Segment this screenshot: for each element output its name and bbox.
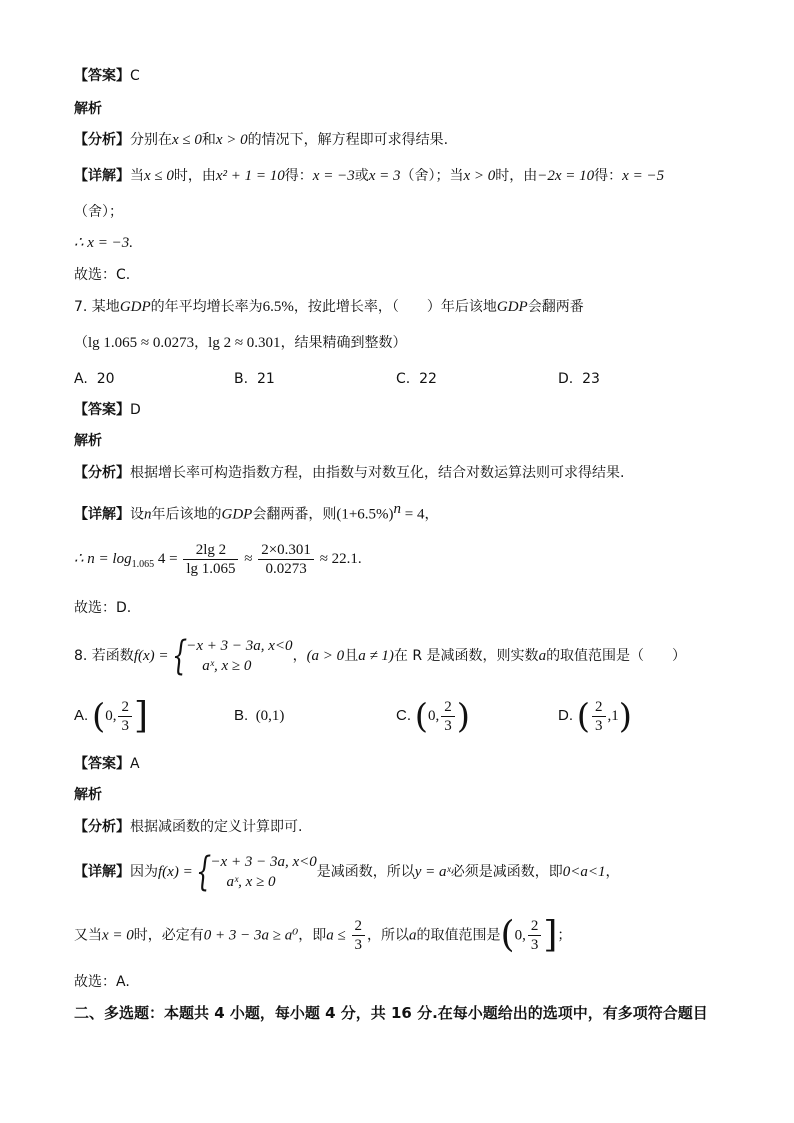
fraction: [528, 917, 542, 954]
text: 设: [130, 506, 144, 523]
option-label: D.: [558, 706, 573, 724]
fraction: [258, 541, 314, 578]
text: 时，由: [173, 168, 216, 184]
q6-analysis-heading: [74, 99, 102, 119]
section-heading: 二、多选题：本题共 4 小题，每小题 4 分，共 16 分.在每小题给出的选项中，有多项符合题目: [74, 1004, 708, 1022]
piece: aˣ, x ≥ 0: [202, 658, 252, 674]
denominator: 0.0273: [265, 561, 307, 577]
text: ，: [194, 335, 209, 351]
piece: −x + 3 − 3a, x<0: [186, 638, 293, 654]
q8-option-b[interactable]: [234, 706, 284, 726]
q7-detail-line: [74, 499, 439, 525]
q8-option-c[interactable]: [396, 698, 470, 735]
text: ，结果精确到整数）: [280, 335, 407, 351]
q7-hint: [74, 333, 407, 353]
text: 或: [354, 168, 369, 184]
q7-option-d[interactable]: [558, 369, 600, 389]
text: ，: [424, 506, 439, 523]
math: lg 1.065 ≈ 0.0273: [88, 335, 195, 351]
text: ，所以: [367, 927, 410, 944]
text: 会翻两番: [527, 299, 584, 315]
text: 又当: [74, 927, 102, 944]
math: x > 0: [215, 132, 248, 148]
q8-choice: 故选：A.: [74, 974, 130, 990]
math: .: [357, 550, 362, 567]
math: n: [393, 501, 402, 517]
denominator: 3: [444, 718, 452, 734]
text: 年后该地的: [151, 506, 222, 523]
text: （舍）；当: [400, 168, 464, 184]
analysis-tag: 解析: [74, 787, 102, 803]
math: (: [500, 914, 515, 956]
math: 4 =: [154, 550, 182, 567]
math: GDP: [221, 506, 253, 523]
q7-option-c[interactable]: [396, 369, 437, 389]
denominator: 3: [121, 718, 129, 734]
math: GDP: [119, 299, 151, 315]
text: 且: [344, 648, 359, 664]
q6-answer-line: [74, 66, 140, 86]
option-label: C.: [396, 371, 411, 387]
text: 8. 若函数: [74, 648, 134, 664]
text: 根据增长率可构造指数方程，由指数与对数互化，结合对数运算法则可求得结果.: [130, 465, 625, 481]
option-label: B.: [234, 371, 249, 387]
q7-option-a[interactable]: [74, 369, 115, 389]
math: 0<a<1: [562, 864, 606, 880]
text: 7. 某地: [74, 299, 120, 315]
math: x = 0: [102, 927, 134, 944]
denominator: 3: [595, 718, 603, 734]
math: ]: [543, 914, 558, 956]
answer-tag: 【答案】: [74, 402, 130, 418]
text: 分别在: [130, 132, 172, 148]
numerator: 2×0.301: [258, 541, 314, 560]
option-value: 22: [419, 371, 437, 387]
text: 因为: [130, 864, 158, 880]
math: = 4: [401, 506, 425, 523]
math: (: [576, 696, 591, 737]
option-label: C.: [396, 706, 411, 724]
text: 的取值范围是: [416, 927, 501, 944]
math: x ≤ 0: [144, 168, 174, 184]
math: f(x) =: [158, 864, 197, 880]
brace-icon: {: [196, 849, 212, 895]
math: a ≠ 1): [358, 648, 394, 664]
text: 得：: [284, 168, 313, 184]
text: ，即: [298, 927, 327, 944]
fraction: [118, 698, 132, 735]
math: ,1: [607, 707, 619, 724]
text: 在 R 是减函数，则实数: [393, 648, 539, 664]
q6-fenxi-line: [74, 130, 448, 150]
denominator: 3: [530, 937, 539, 953]
math: x > 0: [463, 168, 496, 184]
math: GDP: [496, 299, 528, 315]
q7-option-b[interactable]: [234, 369, 275, 389]
math: x = −3: [312, 168, 355, 184]
fraction: [592, 698, 606, 735]
analysis-tag: 解析: [74, 433, 102, 449]
q6-detail-line: [74, 166, 664, 186]
math: 0,: [428, 707, 440, 724]
q6-therefore: ∴ x = −3.: [74, 235, 133, 251]
text: 时，必定有: [133, 927, 204, 944]
option-value: 23: [582, 371, 600, 387]
detail-tag: 【详解】: [74, 506, 130, 523]
math: x = −5: [622, 168, 665, 184]
text: 的年平均增长率为: [150, 299, 263, 315]
option-label: A.: [74, 371, 88, 387]
q8-stem: [74, 633, 687, 679]
text: 和: [201, 132, 216, 148]
q8-detail-line: [74, 849, 620, 895]
math: (: [414, 696, 429, 737]
math: (1+6.5%): [336, 506, 394, 523]
text: 得：: [594, 168, 623, 184]
detail-tag: 【详解】: [74, 168, 130, 184]
detail-tag: 【详解】: [74, 864, 130, 880]
option-label: B.: [234, 707, 249, 724]
text: ，按此增长率，（ ）年后该地: [293, 299, 497, 315]
piecewise: [196, 849, 317, 895]
text: 的取值范围是（ ）: [546, 648, 687, 664]
q8-option-d[interactable]: [558, 698, 632, 735]
math: 0 + 3 − 3a ≥ a⁰: [203, 927, 299, 944]
text: 的情况下，解方程即可求得结果.: [247, 132, 449, 148]
option-label: A.: [74, 706, 89, 724]
math: a: [409, 927, 417, 944]
q8-answer-line: [74, 754, 140, 774]
math: ]: [133, 695, 148, 737]
q8-analysis-heading: [74, 785, 102, 805]
brace-icon: {: [172, 633, 188, 679]
option-value: 21: [256, 371, 275, 387]
math: ): [456, 696, 471, 737]
math: 0,: [514, 927, 526, 944]
answer-value: A: [130, 756, 140, 772]
fenxi-tag: 【分析】: [74, 132, 130, 148]
text: 当: [130, 168, 144, 184]
fraction: [183, 541, 238, 578]
fenxi-tag: 【分析】: [74, 819, 130, 835]
q8-option-a[interactable]: [74, 695, 148, 737]
analysis-tag: 解析: [74, 101, 102, 117]
numerator: 2: [118, 698, 132, 717]
piece: −x + 3 − 3a, x<0: [210, 854, 317, 870]
text: 时，由: [495, 168, 538, 184]
text: 根据减函数的定义计算即可.: [130, 819, 303, 835]
denominator: 3: [354, 937, 363, 953]
q7-fenxi-line: [74, 463, 624, 483]
text: ，: [605, 864, 620, 880]
math: n: [144, 506, 152, 523]
math: (: [91, 696, 106, 737]
q7-analysis-heading: [74, 431, 102, 451]
math: −2x = 10: [537, 168, 595, 184]
option-value: (0,1): [255, 708, 285, 724]
text: （舍）；: [74, 204, 123, 220]
text: 会翻两番，则: [252, 506, 337, 523]
math: f(x) =: [133, 648, 173, 664]
math: x ≤ 0: [172, 132, 202, 148]
math: 0,: [105, 707, 117, 724]
math: (a > 0: [306, 648, 345, 664]
text: 必须是减函数，即: [450, 864, 563, 880]
q7-choice: 故选：D.: [74, 600, 132, 616]
math: x = 3: [368, 168, 401, 184]
answer-value: C: [130, 68, 140, 84]
option-label: D.: [558, 371, 574, 387]
fraction: [352, 917, 366, 954]
answer-value: D: [130, 402, 141, 418]
q6-choice: 故选：C.: [74, 267, 131, 283]
q6-detail-line2: [74, 202, 123, 222]
numerator: 2: [352, 917, 366, 936]
math: ≈ 22.1: [315, 550, 358, 567]
math: 1.065: [131, 558, 155, 570]
math: ): [618, 696, 633, 737]
option-value: 20: [96, 371, 115, 387]
answer-tag: 【答案】: [74, 756, 130, 772]
text: （: [74, 335, 88, 351]
text: ，: [292, 648, 307, 664]
denominator: lg 1.065: [186, 561, 236, 577]
numerator: 2: [528, 917, 542, 936]
math: y = aˣ: [414, 864, 451, 880]
q7-answer-line: [74, 400, 141, 420]
math: a ≤: [326, 927, 350, 944]
text: ；: [557, 927, 572, 944]
math: ≈: [240, 550, 257, 567]
text: 是减函数，所以: [316, 864, 415, 880]
fenxi-tag: 【分析】: [74, 465, 130, 481]
q7-calc-line: [74, 541, 362, 578]
math: 6.5%: [262, 299, 294, 315]
fraction: [441, 698, 455, 735]
math: a: [538, 648, 547, 664]
q8-detail-line2: [74, 914, 572, 956]
math: lg 2 ≈ 0.301: [208, 335, 281, 351]
q8-fenxi-line: [74, 817, 302, 837]
piecewise: [172, 633, 293, 679]
numerator: 2: [592, 698, 606, 717]
math: x² + 1 = 10: [215, 168, 285, 184]
math: ∴ n = log: [74, 550, 132, 567]
numerator: 2lg 2: [183, 541, 238, 560]
piece: aˣ, x ≥ 0: [226, 874, 276, 890]
q7-stem: [74, 297, 584, 317]
numerator: 2: [441, 698, 455, 717]
answer-tag: 【答案】: [74, 68, 130, 84]
